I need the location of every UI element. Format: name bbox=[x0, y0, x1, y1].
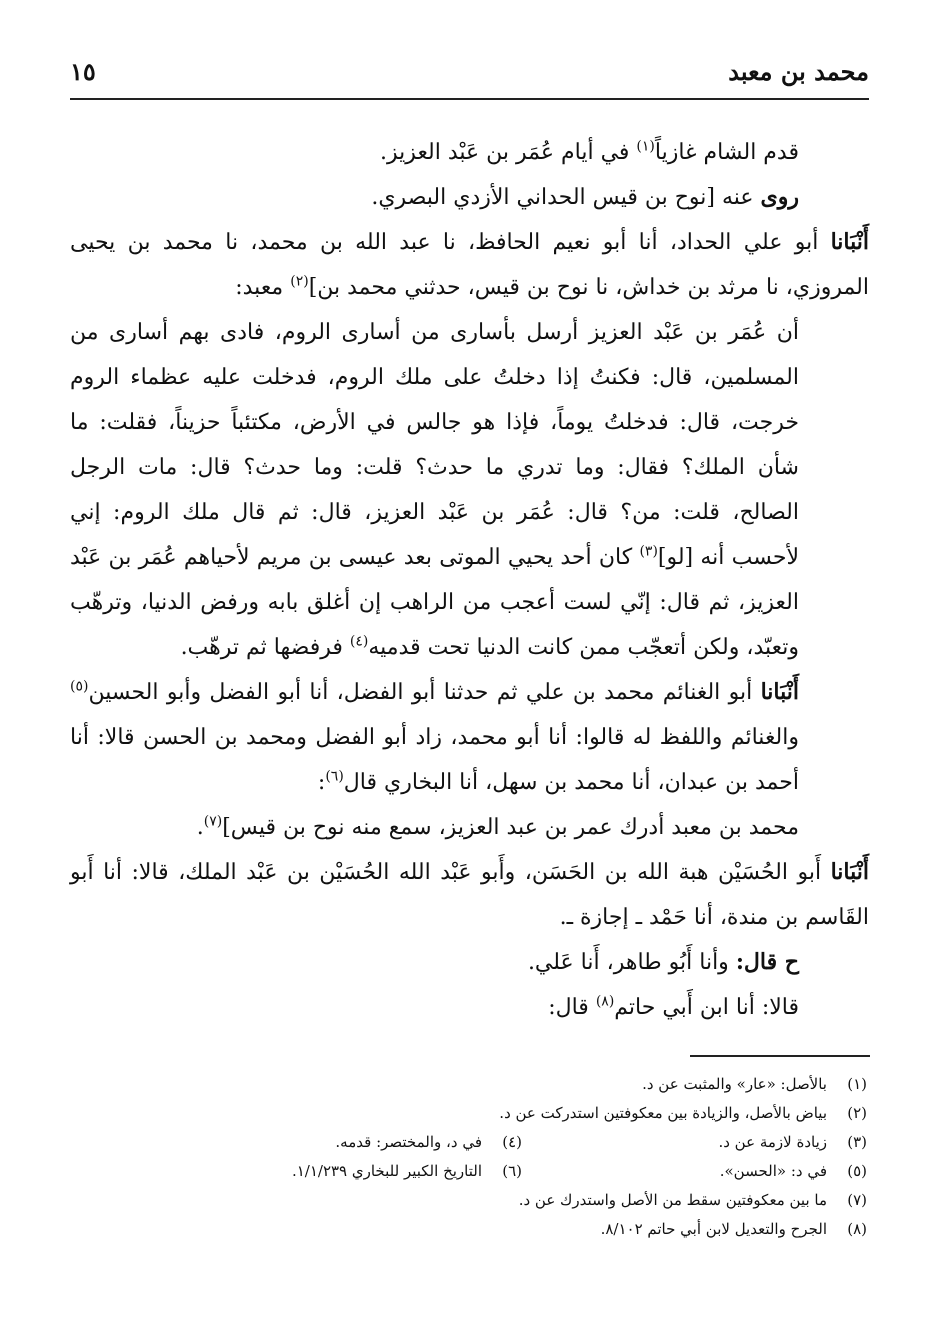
footnote-text: بالأصل: «عار» والمثبت عن د. bbox=[642, 1075, 827, 1093]
footnote-ref: (٧) bbox=[203, 813, 223, 830]
text: عنه [نوح بن قيس الحداني الأزدي البصري. bbox=[371, 185, 761, 210]
footnote-ref: (٨) bbox=[595, 993, 615, 1010]
footnote-ref: (٦) bbox=[325, 768, 344, 785]
footnote-text: في د: «الحسن». bbox=[719, 1162, 827, 1180]
footnote-8 bbox=[70, 1215, 867, 1244]
lead-word: ح قال: bbox=[735, 949, 799, 975]
main-text bbox=[70, 130, 869, 1030]
footnote-ref: (٣) bbox=[639, 543, 658, 560]
paragraph-1 bbox=[70, 130, 869, 175]
footnote-4 bbox=[335, 1128, 522, 1157]
footnote-number: (٥) bbox=[847, 1162, 867, 1180]
footnote-text: التاريخ الكبير للبخاري ١/١/٢٣٩. bbox=[291, 1162, 482, 1180]
text: أن عُمَر بن عَبْد العزيز أرسل بأسارى من أسارى الروم، فادى بهم أسارى من المسلمين، قال: فكنتُ إذا دخلتُ على ملك الروم، فدخلت عليه عظماء الروم خرجت، قال: فدخلتُ يوماً، فإذا هو جالس في الأرض، مكتئباً حزيناً، فقلت: ما شأن الملك؟ فقال: وما تدري ما حدث؟ قلت: وما حدث؟ قال: مات الرجل الصالح، قلت: من؟ قال: عُمَر بن عَبْد العزيز، قال: ثم قال ملك الروم: إني لأحسب أنه [لو] bbox=[70, 320, 799, 570]
footnote-6 bbox=[292, 1157, 522, 1186]
footnote-text: ما بين معكوفتين سقط من الأصل واستدرك عن د. bbox=[518, 1191, 827, 1209]
paragraph-6 bbox=[70, 805, 869, 850]
lead-word: أَنْبَانا bbox=[830, 859, 869, 885]
text: أبو علي الحداد، أنا أبو نعيم الحافظ، نا عبد الله بن محمد، نا محمد بن يحيى المروزي، نا مرثد بن خداش، نا نوح بن قيس، حدثني محمد بن] bbox=[70, 230, 869, 300]
text: وأنا أَبُو طاهر، أَنا عَلي. bbox=[527, 950, 736, 975]
paragraph-5 bbox=[70, 670, 869, 805]
paragraph-3 bbox=[70, 220, 869, 310]
page-header bbox=[70, 55, 869, 95]
text: فرفضها ثم ترهّب. bbox=[180, 635, 350, 660]
footnote-number: (٢) bbox=[847, 1104, 867, 1122]
text: كان أحد يحيي الموتى بعد عيسى بن مريم لأحياهم عُمَر بن عَبْد العزيز، ثم قال: إنّي لست أعجب من الراهب إن أغلق بابه ورفض الدنيا، وترهّب وتعبّد، ولكن أتعجّب ممن كانت الدنيا تحت قدميه bbox=[70, 545, 799, 660]
footnote-text: بياض بالأصل، والزيادة بين معكوفتين استدركت عن د. bbox=[499, 1104, 827, 1122]
header-rule bbox=[70, 98, 869, 100]
text: معبد: bbox=[235, 275, 291, 300]
footnote-1 bbox=[70, 1070, 867, 1099]
paragraph-9 bbox=[70, 985, 869, 1030]
footnote-number: (١) bbox=[847, 1075, 867, 1093]
lead-word: أَنْبَانا bbox=[760, 679, 799, 705]
footnote-text: الجرح والتعديل لابن أبي حاتم ٨/١٠٢. bbox=[600, 1220, 827, 1238]
text: أَبو الحُسَيْن هبة الله بن الحَسَن، وأَبو عَبْد الله الحُسَيْن بن عَبْد الملك، قالا: أنا أَبو القَاسم بن مندة، أنا حَمْد ـ إجازة ـ. bbox=[70, 860, 869, 930]
footnote-text: زيادة لازمة عن د. bbox=[718, 1133, 827, 1151]
paragraph-4 bbox=[70, 310, 869, 670]
footnote-row bbox=[70, 1157, 867, 1186]
footnote-ref: (١) bbox=[636, 138, 655, 155]
footnote-number: (٣) bbox=[847, 1133, 867, 1151]
footnote-7 bbox=[70, 1186, 867, 1215]
paragraph-8 bbox=[70, 940, 869, 985]
footnote-rule bbox=[690, 1055, 870, 1057]
footnote-number: (٦) bbox=[502, 1162, 522, 1180]
footnote-ref: (٢) bbox=[290, 273, 309, 290]
footnote-3 bbox=[522, 1128, 867, 1157]
footnote-text: في د، والمختصر: قدمه. bbox=[335, 1133, 482, 1151]
text: : bbox=[317, 770, 326, 795]
text: قدم الشام غازياً bbox=[654, 140, 799, 165]
footnote-ref: (٤) bbox=[349, 633, 369, 650]
footnote-number: (٨) bbox=[847, 1220, 867, 1238]
paragraph-7 bbox=[70, 850, 869, 940]
text: في أيام عُمَر بن عَبْد العزيز. bbox=[380, 140, 637, 165]
footnote-number: (٧) bbox=[847, 1191, 867, 1209]
text: . bbox=[196, 815, 204, 840]
footnote-ref: (٥) bbox=[70, 678, 89, 695]
lead-word: أَنْبَانا bbox=[830, 229, 869, 255]
lead-word: روى bbox=[760, 184, 799, 210]
text: قالا: أنا ابن أَبي حاتم bbox=[614, 995, 799, 1020]
text: أبو الغنائم محمد بن علي ثم حدثنا أبو الفضل، أنا أبو الفضل وأبو الحسين bbox=[88, 680, 761, 705]
footnote-row bbox=[70, 1128, 867, 1157]
paragraph-2 bbox=[70, 175, 869, 220]
footnote-number: (٤) bbox=[502, 1133, 522, 1151]
text: محمد بن معبد أدرك عمر بن عبد العزيز، سمع منه نوح بن قيس] bbox=[222, 815, 799, 840]
page-number: ١٥ bbox=[70, 57, 96, 86]
footnote-5 bbox=[522, 1157, 867, 1186]
text: والغنائم واللفظ له قالوا: أنا أبو محمد، زاد أبو الفضل ومحمد بن الحسن قالا: أنا أحمد بن عبدان، أنا محمد بن سهل، أنا البخاري قال bbox=[70, 725, 799, 795]
footnotes bbox=[70, 1070, 867, 1244]
footnote-2 bbox=[70, 1099, 867, 1128]
running-title: محمد بن معبد bbox=[728, 57, 869, 86]
text: قال: bbox=[548, 995, 596, 1020]
